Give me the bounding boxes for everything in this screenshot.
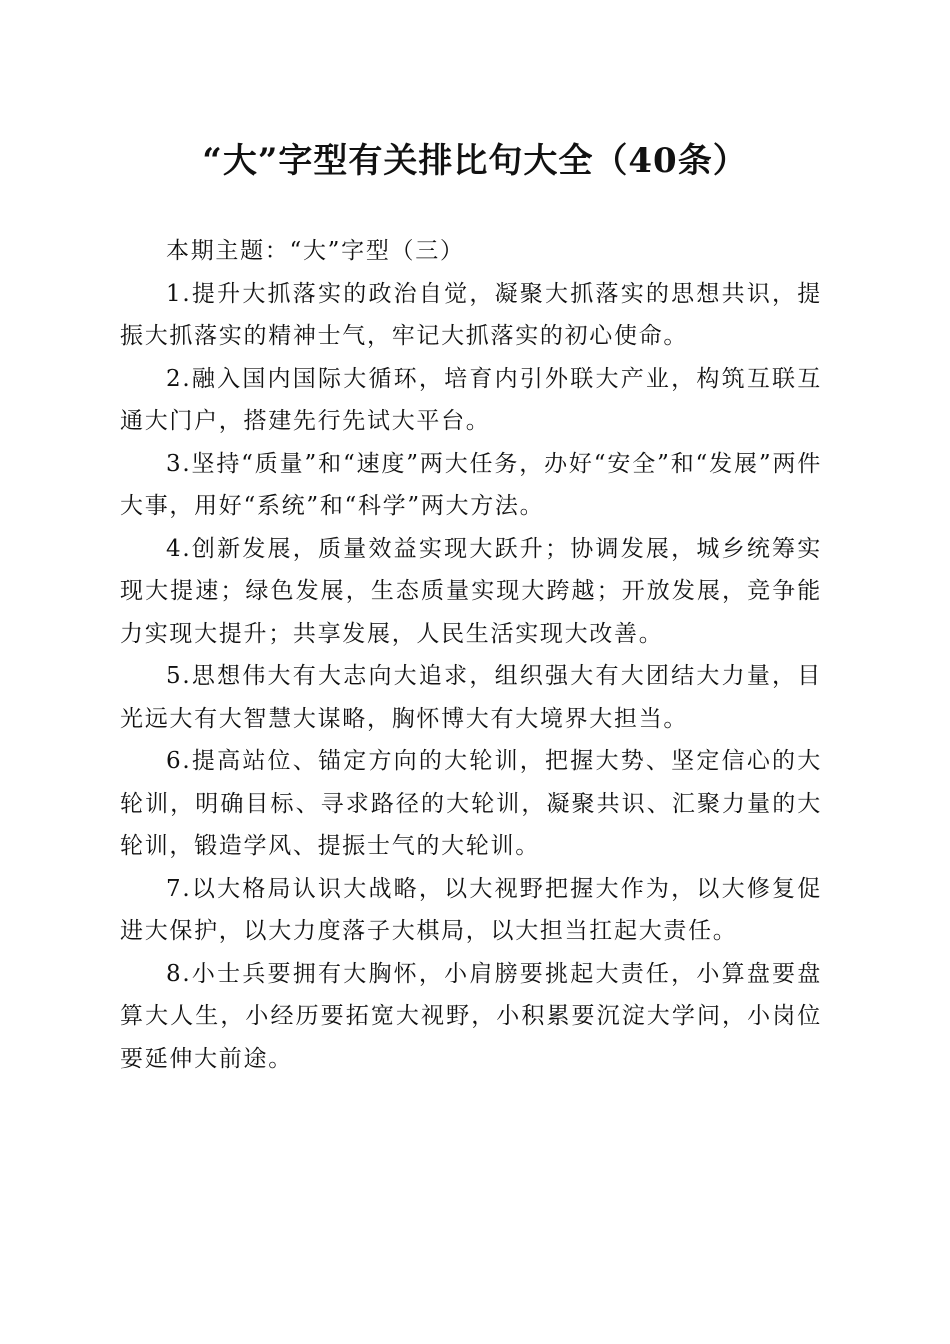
list-item-4: 4.创新发展，质量效益实现大跃升；协调发展，城乡统筹实现大提速；绿色发展，生态质量实现大跨越；开放发展，竞争能力实现大提升；共享发展，人民生活实现大改善。 — [120, 535, 822, 647]
list-item-1: 1.提升大抓落实的政治自觉，凝聚大抓落实的思想共识，提振大抓落实的精神士气，牢记大抓落实的初心使命。 — [120, 280, 822, 349]
document-subtitle: 本期主题：“大”字型（三） — [166, 238, 465, 264]
list-item-6: 6.提高站位、锚定方向的大轮训，把握大势、坚定信心的大轮训，明确目标、寻求路径的大轮训，凝聚共识、汇聚力量的大轮训，锻造学风、提振士气的大轮训。 — [120, 748, 822, 859]
list-item-7: 7.以大格局认识大战略，以大视野把握大作为，以大修复促进大保护，以大力度落子大棋局，以大担当扛起大责任。 — [120, 875, 822, 944]
list-item-2: 2.融入国内国际大循环，培育内引外联大产业，构筑互联互通大门户，搭建先行先试大平台。 — [120, 365, 822, 434]
document-title: “大”字型有关排比句大全（40条） — [202, 141, 748, 181]
document-body — [120, 230, 822, 1080]
list-item-3: 3.坚持“质量”和“速度”两大任务，办好“安全”和“发展”两件大事，用好“系统”和“科学”两大方法。 — [120, 450, 822, 519]
list-item-5: 5.思想伟大有大志向大追求，组织强大有大团结大力量，目光远大有大智慧大谋略，胸怀博大有大境界大担当。 — [120, 663, 822, 732]
list-item-8: 8.小士兵要拥有大胸怀，小肩膀要挑起大责任，小算盘要盘算大人生，小经历要拓宽大视野，小积累要沉淀大学问，小岗位要延伸大前途。 — [120, 960, 822, 1072]
